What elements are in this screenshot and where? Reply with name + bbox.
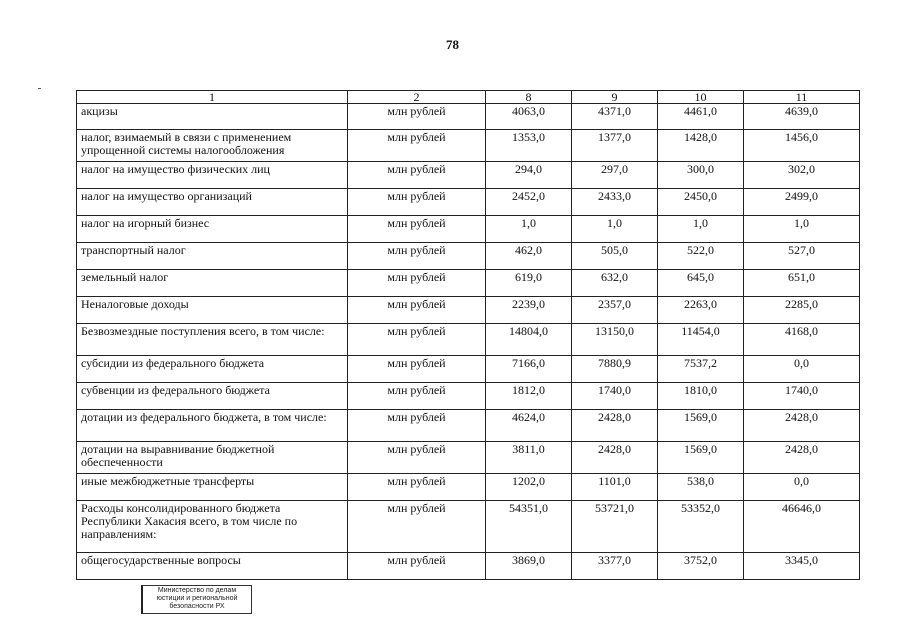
row-name-cell: Расходы консолидированного бюджета Республики Хакасия всего, в том числе по направлениям: xyxy=(77,501,348,553)
row-name-cell: налог на игорный бизнес xyxy=(77,216,348,243)
row-value-cell: 527,0 xyxy=(744,243,860,270)
row-unit-cell: млн рублей xyxy=(348,324,486,356)
row-value-cell: 1,0 xyxy=(572,216,658,243)
row-value-cell: 651,0 xyxy=(744,270,860,297)
row-value-cell: 300,0 xyxy=(658,162,744,189)
stamp-line: безопасности РХ xyxy=(169,603,225,610)
row-name-cell: иные межбюджетные трансферты xyxy=(77,474,348,501)
page-number: 78 xyxy=(446,37,459,52)
row-value-cell: 2357,0 xyxy=(572,297,658,324)
row-value-cell: 4624,0 xyxy=(486,410,572,442)
row-value-cell: 54351,0 xyxy=(486,501,572,553)
table-row xyxy=(77,356,860,383)
row-value-cell: 1569,0 xyxy=(658,410,744,442)
row-value-cell: 645,0 xyxy=(658,270,744,297)
row-unit-cell: млн рублей xyxy=(348,189,486,216)
row-unit-cell: млн рублей xyxy=(348,501,486,553)
row-value-cell: 1353,0 xyxy=(486,130,572,162)
budget-table xyxy=(76,90,860,580)
row-unit-cell: млн рублей xyxy=(348,356,486,383)
row-value-cell: 2285,0 xyxy=(744,297,860,324)
row-unit-cell: млн рублей xyxy=(348,104,486,130)
row-value-cell: 13150,0 xyxy=(572,324,658,356)
row-value-cell: 294,0 xyxy=(486,162,572,189)
row-value-cell: 0,0 xyxy=(744,474,860,501)
row-value-cell: 2428,0 xyxy=(572,442,658,474)
row-value-cell: 4639,0 xyxy=(744,104,860,130)
row-value-cell: 1740,0 xyxy=(572,383,658,410)
row-name-cell: налог, взимаемый в связи с применением упрощенной системы налогообложения xyxy=(77,130,348,162)
row-name-cell: субсидии из федерального бюджета xyxy=(77,356,348,383)
row-value-cell: 2450,0 xyxy=(658,189,744,216)
header-col-8: 8 xyxy=(486,91,572,104)
stamp-line: Министерство по делам xyxy=(157,587,237,594)
row-value-cell: 1,0 xyxy=(744,216,860,243)
table-row xyxy=(77,216,860,243)
row-name-cell: Неналоговые доходы xyxy=(77,297,348,324)
ministry-stamp xyxy=(141,585,252,614)
row-value-cell: 1740,0 xyxy=(744,383,860,410)
row-unit-cell: млн рублей xyxy=(348,216,486,243)
row-value-cell: 1456,0 xyxy=(744,130,860,162)
row-value-cell: 4063,0 xyxy=(486,104,572,130)
row-name-cell: субвенции из федерального бюджета xyxy=(77,383,348,410)
table-row xyxy=(77,189,860,216)
row-value-cell: 1812,0 xyxy=(486,383,572,410)
row-value-cell: 2428,0 xyxy=(572,410,658,442)
row-value-cell: 3869,0 xyxy=(486,553,572,580)
row-value-cell: 3377,0 xyxy=(572,553,658,580)
table-row xyxy=(77,442,860,474)
row-value-cell: 53352,0 xyxy=(658,501,744,553)
row-value-cell: 2239,0 xyxy=(486,297,572,324)
scan-speck xyxy=(38,88,41,89)
row-value-cell: 632,0 xyxy=(572,270,658,297)
table-row xyxy=(77,324,860,356)
row-value-cell: 1202,0 xyxy=(486,474,572,501)
row-name-cell: дотации на выравнивание бюджетной обеспеченности xyxy=(77,442,348,474)
row-name-cell: общегосударственные вопросы xyxy=(77,553,348,580)
table-row xyxy=(77,162,860,189)
row-value-cell: 1,0 xyxy=(486,216,572,243)
row-unit-cell: млн рублей xyxy=(348,383,486,410)
row-value-cell: 1428,0 xyxy=(658,130,744,162)
row-value-cell: 0,0 xyxy=(744,356,860,383)
row-value-cell: 2428,0 xyxy=(744,442,860,474)
row-value-cell: 4168,0 xyxy=(744,324,860,356)
row-value-cell: 4461,0 xyxy=(658,104,744,130)
row-value-cell: 3811,0 xyxy=(486,442,572,474)
row-value-cell: 2263,0 xyxy=(658,297,744,324)
row-value-cell: 297,0 xyxy=(572,162,658,189)
header-col-1: 1 xyxy=(77,91,348,104)
row-value-cell: 46646,0 xyxy=(744,501,860,553)
row-value-cell: 14804,0 xyxy=(486,324,572,356)
row-unit-cell: млн рублей xyxy=(348,553,486,580)
row-value-cell: 1101,0 xyxy=(572,474,658,501)
table-row xyxy=(77,410,860,442)
row-value-cell: 1,0 xyxy=(658,216,744,243)
row-unit-cell: млн рублей xyxy=(348,474,486,501)
row-value-cell: 1377,0 xyxy=(572,130,658,162)
row-value-cell: 53721,0 xyxy=(572,501,658,553)
table-row xyxy=(77,501,860,553)
row-value-cell: 7880,9 xyxy=(572,356,658,383)
row-value-cell: 462,0 xyxy=(486,243,572,270)
row-value-cell: 11454,0 xyxy=(658,324,744,356)
table-row xyxy=(77,270,860,297)
row-name-cell: земельный налог xyxy=(77,270,348,297)
row-value-cell: 2452,0 xyxy=(486,189,572,216)
table-row xyxy=(77,297,860,324)
table-row xyxy=(77,474,860,501)
row-value-cell: 1810,0 xyxy=(658,383,744,410)
header-col-11: 11 xyxy=(744,91,860,104)
row-value-cell: 3752,0 xyxy=(658,553,744,580)
row-unit-cell: млн рублей xyxy=(348,130,486,162)
row-unit-cell: млн рублей xyxy=(348,270,486,297)
row-name-cell: дотации из федерального бюджета, в том числе: xyxy=(77,410,348,442)
row-unit-cell: млн рублей xyxy=(348,243,486,270)
row-unit-cell: млн рублей xyxy=(348,297,486,324)
row-value-cell: 505,0 xyxy=(572,243,658,270)
row-value-cell: 522,0 xyxy=(658,243,744,270)
row-value-cell: 538,0 xyxy=(658,474,744,501)
header-col-2: 2 xyxy=(348,91,486,104)
table-row xyxy=(77,130,860,162)
row-value-cell: 2433,0 xyxy=(572,189,658,216)
table-row xyxy=(77,104,860,130)
row-value-cell: 302,0 xyxy=(744,162,860,189)
row-unit-cell: млн рублей xyxy=(348,442,486,474)
stamp-line: юстиции и региональной xyxy=(156,595,238,602)
header-col-9: 9 xyxy=(572,91,658,104)
table-row xyxy=(77,553,860,580)
row-value-cell: 619,0 xyxy=(486,270,572,297)
row-unit-cell: млн рублей xyxy=(348,162,486,189)
row-name-cell: налог на имущество организаций xyxy=(77,189,348,216)
row-value-cell: 2499,0 xyxy=(744,189,860,216)
header-col-10: 10 xyxy=(658,91,744,104)
row-value-cell: 4371,0 xyxy=(572,104,658,130)
row-value-cell: 1569,0 xyxy=(658,442,744,474)
row-value-cell: 7537,2 xyxy=(658,356,744,383)
row-name-cell: налог на имущество физических лиц xyxy=(77,162,348,189)
row-name-cell: акцизы xyxy=(77,104,348,130)
table-row xyxy=(77,243,860,270)
row-name-cell: транспортный налог xyxy=(77,243,348,270)
table-row xyxy=(77,383,860,410)
row-name-cell: Безвозмездные поступления всего, в том числе: xyxy=(77,324,348,356)
row-value-cell: 2428,0 xyxy=(744,410,860,442)
row-value-cell: 3345,0 xyxy=(744,553,860,580)
row-value-cell: 7166,0 xyxy=(486,356,572,383)
row-unit-cell: млн рублей xyxy=(348,410,486,442)
table-header-row xyxy=(77,91,860,104)
